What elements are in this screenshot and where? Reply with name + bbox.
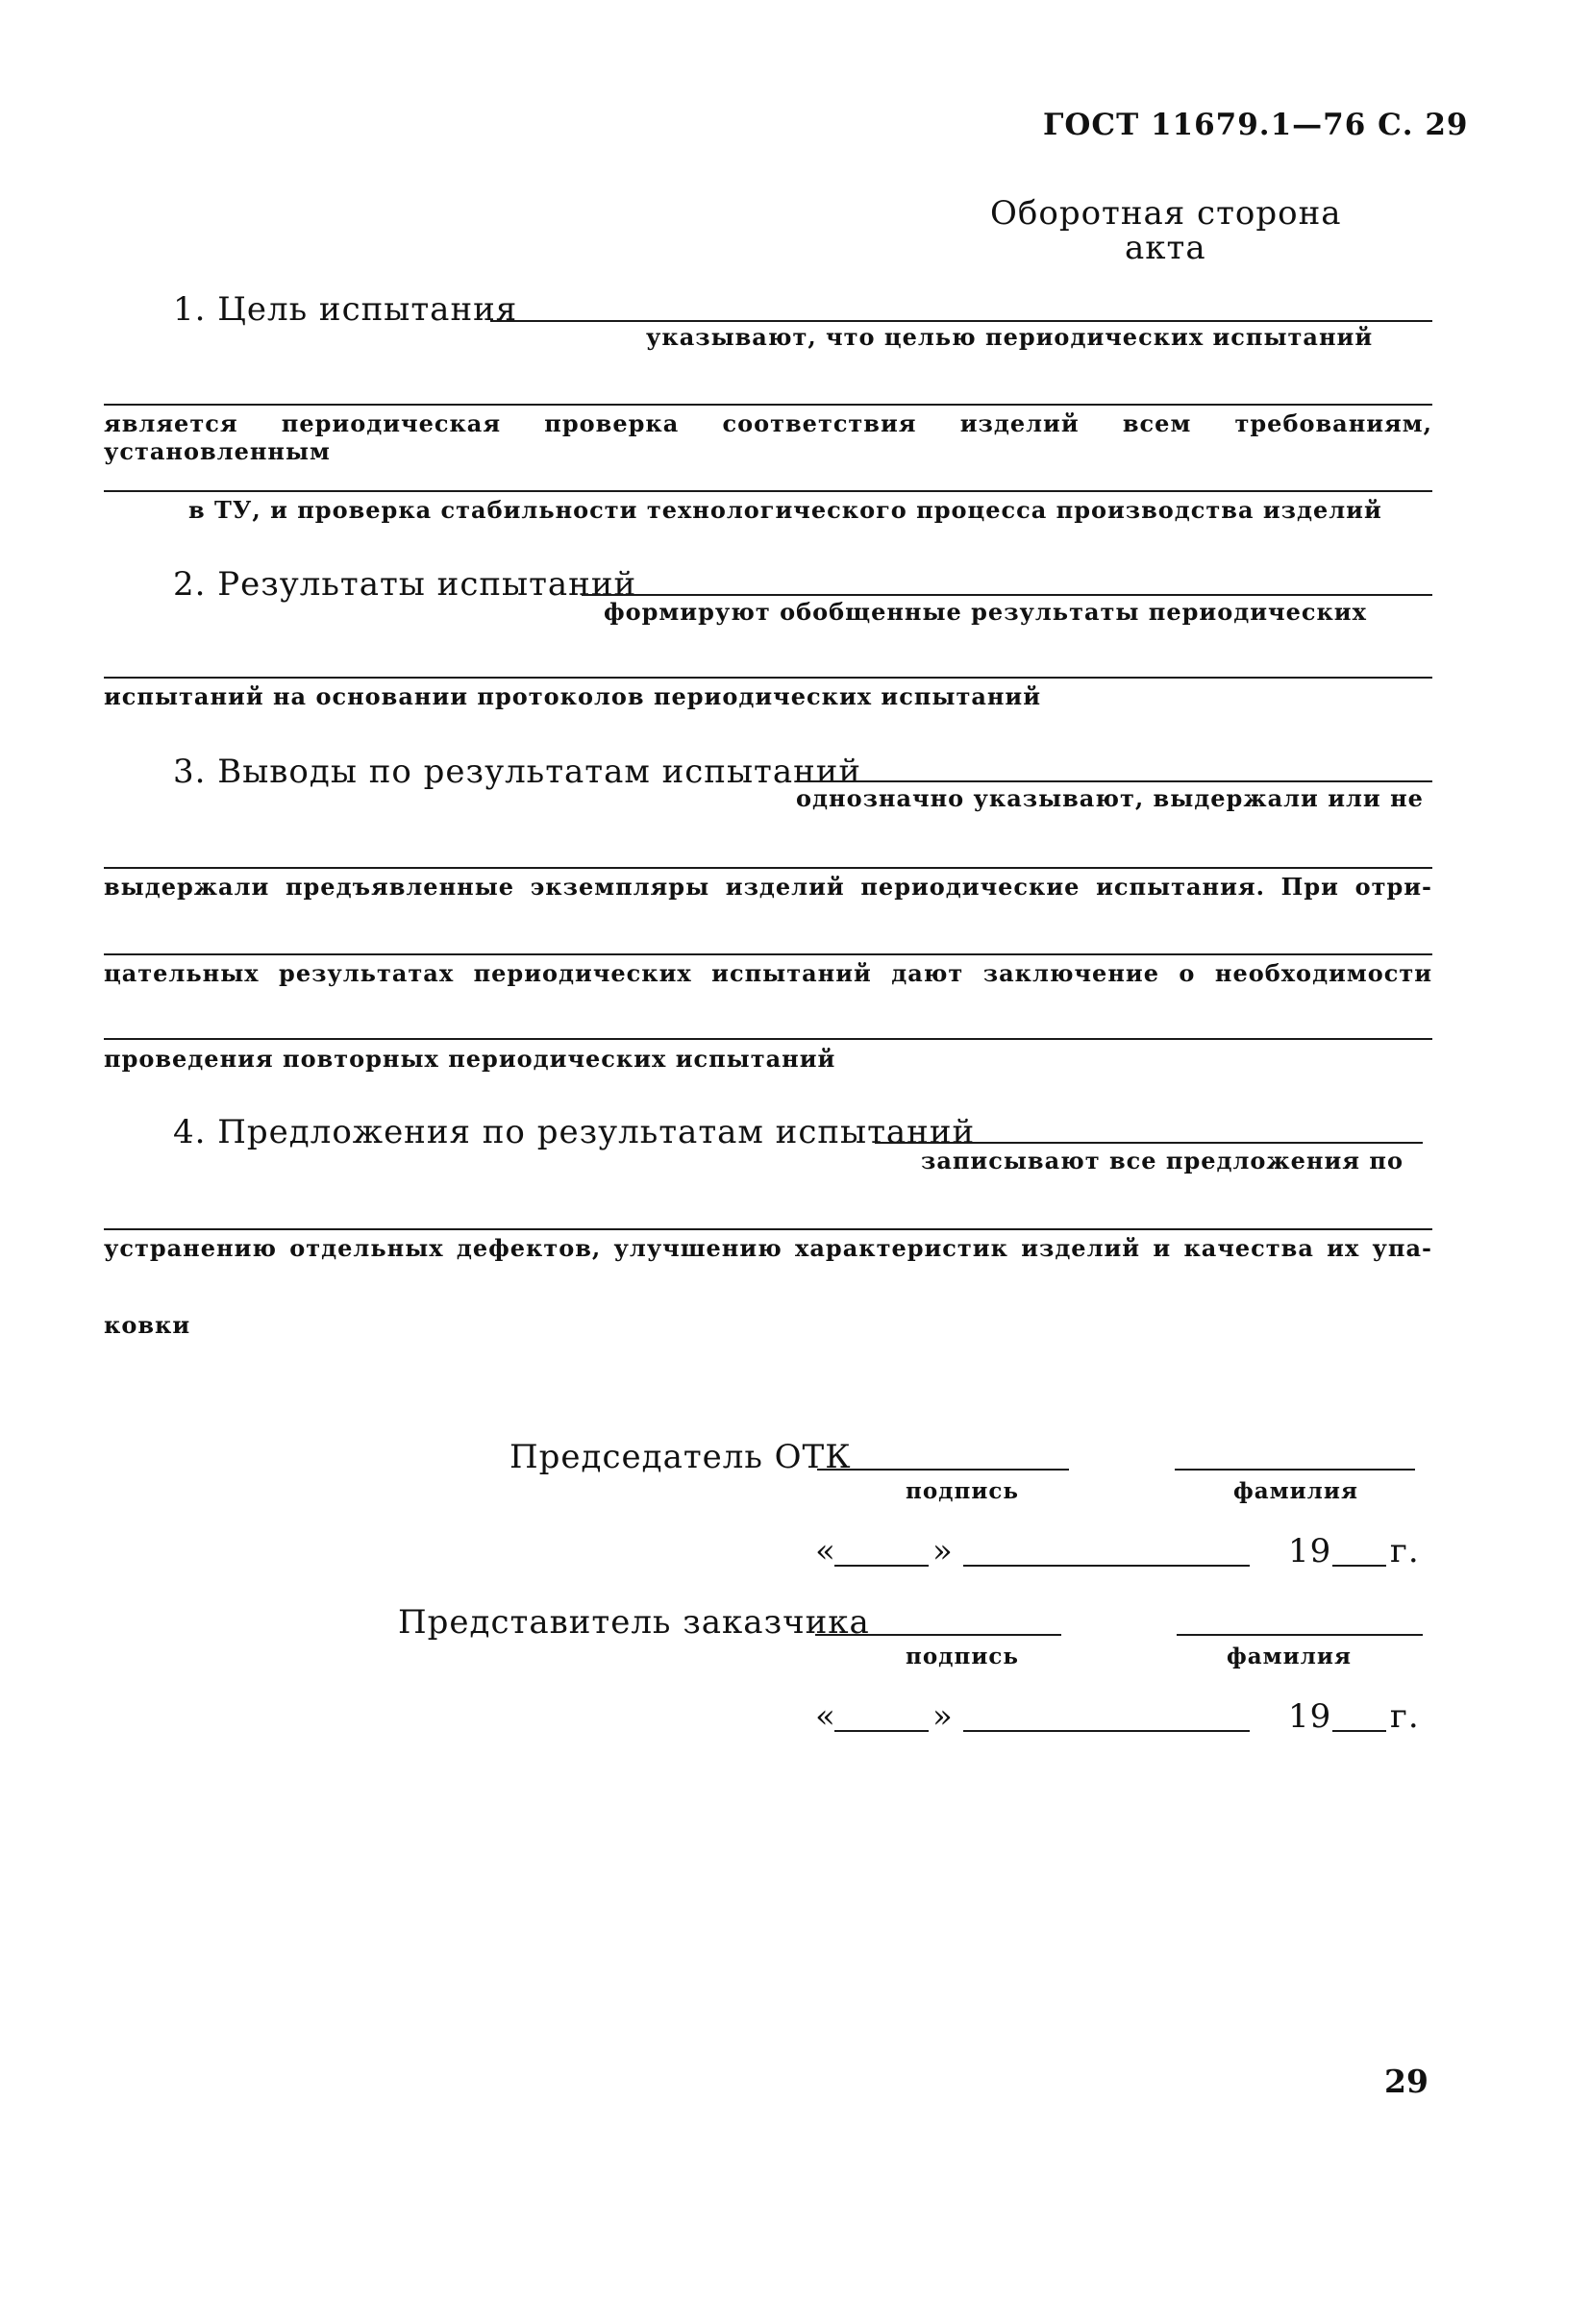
title-line-1: Оборотная сторона [990,194,1342,233]
item-4-label: 4. Предложения по результатам испытаний [173,1113,976,1151]
signature-2-open-quote: « [815,1697,836,1736]
item-1-rule-2 [104,404,1432,406]
item-4-rule-2 [104,1228,1432,1230]
signature-1-sign-line [817,1469,1069,1471]
signature-2-month-line [963,1730,1250,1732]
signature-1-year-prefix: 19 [1288,1532,1332,1570]
item-3-rule-3 [104,953,1432,955]
signature-2-sign-line [815,1634,1061,1636]
page-number: 29 [1384,2063,1429,2100]
item-2-text-2: испытаний на основании протоколов периодических испытаний [104,682,1042,710]
item-2-rule-1 [582,594,1432,596]
signature-1-name-caption: фамилия [1233,1478,1358,1504]
item-2-text-1: формируют обобщенные результаты периодических [604,598,1367,626]
item-3-rule-1 [796,780,1432,782]
signature-1-sign-caption: подпись [906,1478,1020,1504]
signature-1-year-line [1332,1565,1386,1567]
item-1-text-1: указывают, что целью периодических испытаний [646,323,1374,351]
signature-2-name-caption: фамилия [1227,1644,1352,1669]
signature-1-close-quote: » [932,1532,954,1570]
item-1-label: 1. Цель испытания [173,290,518,329]
signature-2-name-line [1177,1634,1423,1636]
signature-2-role: Представитель заказчика [398,1603,870,1642]
item-3-rule-2 [104,867,1432,869]
item-4-text-2: устранению отдельных дефектов, улучшению характеристик изделий и качества их упа- [104,1234,1432,1262]
item-3-rule-4 [104,1038,1432,1040]
signature-1-name-line [1175,1469,1415,1471]
signature-1-role: Председатель ОТК [509,1438,852,1476]
signature-1-year-suffix: г. [1390,1532,1420,1570]
item-4-text-3: ковки [104,1311,191,1339]
item-1-text-3: в ТУ, и проверка стабильности технологического процесса производства изделий [188,496,1382,524]
item-1-text-2: является периодическая проверка соответствия изделий всем требованиям, установленным [104,409,1432,465]
signature-1-open-quote: « [815,1532,836,1570]
item-4-text-1: записывают все предложения по [921,1147,1404,1174]
title-line-2: акта [1125,229,1206,267]
item-3-text-4: проведения повторных периодических испытаний [104,1045,836,1073]
signature-1-day-line [834,1565,929,1567]
item-3-label: 3. Выводы по результатам испытаний [173,753,862,791]
signature-2-sign-caption: подпись [906,1644,1020,1669]
item-4-rule-1 [875,1142,1423,1144]
item-1-rule-1 [490,320,1432,322]
signature-2-year-line [1332,1730,1386,1732]
item-3-text-2: выдержали предъявленные экземпляры изделий периодические испытания. При отри- [104,873,1432,901]
item-2-rule-2 [104,677,1432,679]
signature-2-day-line [834,1730,929,1732]
item-3-text-3: цательных результатах периодических испытаний дают заключение о необходимости [104,959,1432,987]
item-1-rule-3 [104,490,1432,492]
signature-2-year-prefix: 19 [1288,1697,1332,1736]
document-reference: ГОСТ 11679.1—76 С. 29 [1043,108,1469,142]
signature-2-year-suffix: г. [1390,1697,1420,1736]
item-2-label: 2. Результаты испытаний [173,565,637,604]
item-3-text-1: однозначно указывают, выдержали или не [796,784,1424,812]
signature-1-month-line [963,1565,1250,1567]
signature-2-close-quote: » [932,1697,954,1736]
